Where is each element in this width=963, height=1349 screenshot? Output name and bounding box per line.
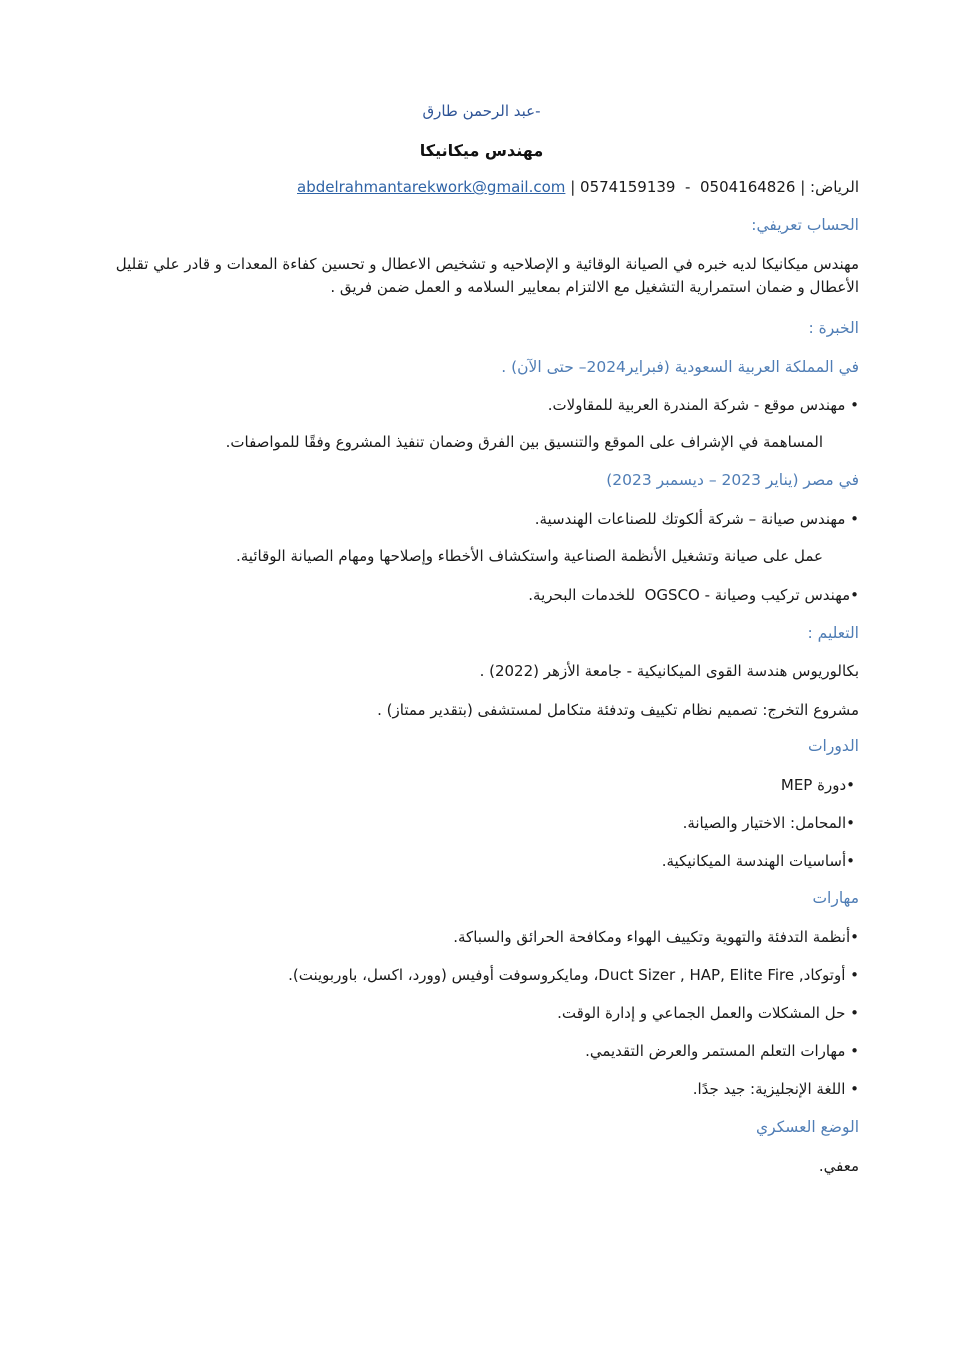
skill-item: •أنظمة التدفئة والتهوية وتكييف الهواء ومكافحة الحرائق والسباكة. xyxy=(453,928,859,946)
education-degree: بكالوريوس هندسة القوى الميكانيكية - جامعة الأزهر (2022) . xyxy=(479,662,859,680)
military-status: معفي. xyxy=(818,1157,859,1175)
city-label: الرياض: xyxy=(810,178,859,196)
contact-line xyxy=(297,176,859,198)
egypt-experience-heading: في مصر (يناير 2023 – ديسمبر 2023) xyxy=(606,471,859,489)
profile-heading: الحساب تعريفي: xyxy=(751,216,859,234)
egypt-role-1: • مهندس صيانة – شركة ألكوتك للصناعات الهندسية. xyxy=(534,510,859,528)
skill-item: • اللغة الإنجليزية: جيد جدًا. xyxy=(692,1080,859,1098)
skills-heading: مهارات xyxy=(812,889,859,907)
education-heading: التعليم : xyxy=(807,624,859,642)
phone-2: 0574159139 xyxy=(580,178,676,196)
egypt-role-1-description: عمل على صيانة وتشغيل الأنظمة الصناعية واستكشاف الأخطاء وإصلاحها ومهام الصيانة الوقائية. xyxy=(235,547,823,565)
skill-item: • أوتوكاد, Duct Sizer , HAP, Elite Fire، ومايكروسوفت أوفيس (وورد، اكسل، باوربوينت). xyxy=(288,966,859,984)
graduation-project: مشروع التخرج: تصميم نظام تكييف وتدفئة متكامل لمستشفى (بتقدير ممتاز) . xyxy=(377,701,859,719)
skill-item: • حل المشكلات والعمل الجماعي و إدارة الوقت. xyxy=(557,1004,859,1022)
separator: | xyxy=(800,178,806,196)
egypt-role-2-suffix: للخدمات البحرية. xyxy=(528,586,636,604)
phone-numbers xyxy=(580,178,795,196)
job-title: مهندس ميكانيكا xyxy=(419,141,544,160)
ksa-experience-heading: في المملكة العربية السعودية (فبراير2024– حتى الآن) . xyxy=(501,358,859,376)
email-link[interactable]: abdelrahmantarekwork@gmail.com xyxy=(297,178,566,196)
ksa-role: • مهندس موقع - شركة المندرة العربية للمقاولات. xyxy=(547,396,859,414)
candidate-name: -عبد الرحمن طارق xyxy=(422,102,541,120)
course-item: •دورة MEP xyxy=(780,776,855,794)
experience-heading: الخبرة : xyxy=(808,319,859,337)
egypt-role-2-company: OGSCO xyxy=(644,586,700,604)
course-item: •المحامل: الاختيار والصيانة. xyxy=(682,814,855,832)
separator: | xyxy=(570,178,576,196)
course-item: •أساسيات الهندسة الميكانيكية. xyxy=(661,852,855,870)
ksa-role-description: المساهمة في الإشراف على الموقع والتنسيق بين الفرق وضمان تنفيذ المشروع وفقًا للمواصفات. xyxy=(225,433,823,451)
egypt-role-2 xyxy=(528,584,859,606)
phone-1: 0504164826 xyxy=(699,178,796,196)
egypt-role-2-prefix: •مهندس تركيب وصيانة - xyxy=(704,586,859,604)
phone-dash: - xyxy=(685,178,691,196)
courses-heading: الدورات xyxy=(807,737,859,755)
profile-text: مهندس ميكانيكا لديه خبره في الصيانة الوقائية و الإصلاحيه و تشخيص الاعطال و تحسين كفاءة المعدات و قادر علي تقليل الأعطال و ضمان استمرارية التشغيل مع الالتزام بمعايير السلامه و العمل ضمن فريق . xyxy=(115,255,859,296)
skill-item: • مهارات التعلم المستمر والعرض التقديمي. xyxy=(585,1042,859,1060)
military-heading: الوضع العسكري xyxy=(756,1118,859,1136)
